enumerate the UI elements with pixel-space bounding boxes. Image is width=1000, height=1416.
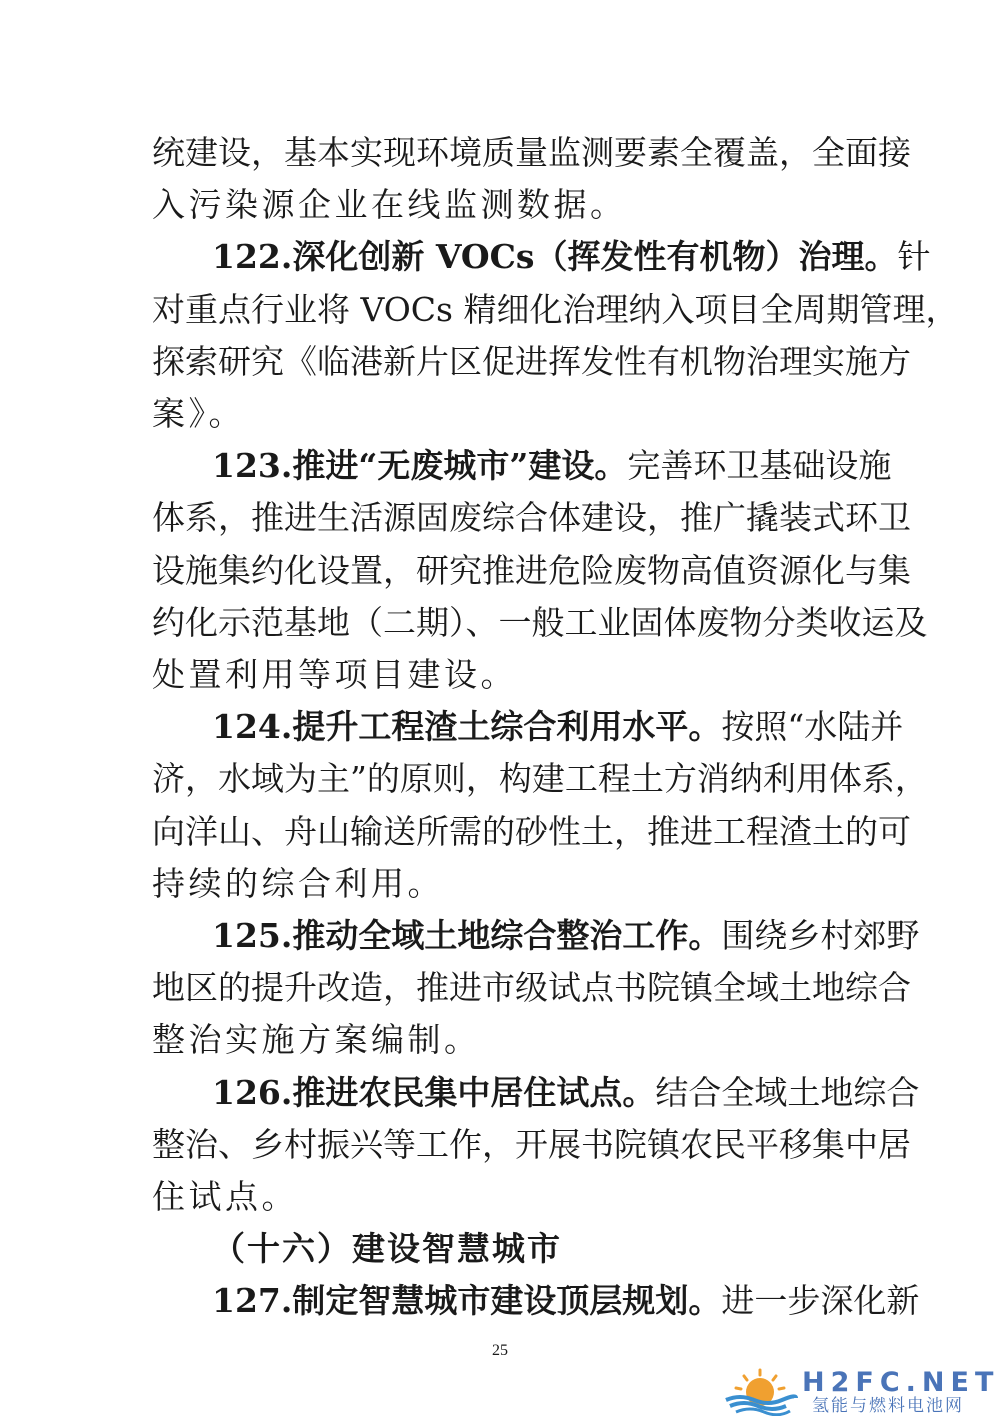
watermark-logo xyxy=(720,1368,1000,1414)
line-text: 向洋山、舟山输送所需的砂性土，推进工程渣土的可 xyxy=(152,812,911,851)
line-text: 住试点。 xyxy=(152,1177,298,1216)
line-text: 围绕乡村郊野 xyxy=(721,916,920,955)
line-text: 针 xyxy=(897,237,931,276)
item-title: 127.制定智慧城市建设顶层规划。 xyxy=(212,1281,722,1320)
text-line xyxy=(152,596,928,650)
item-title: 122.深化创新 VOCs（挥发性有机物）治理。 xyxy=(212,237,898,276)
line-text: 结合全域土地综合 xyxy=(655,1073,920,1112)
line-text: 体系，推进生活源固废综合体建设，推广撬装式环卫 xyxy=(152,498,911,537)
item-first-line xyxy=(212,1274,920,1328)
text-line xyxy=(152,752,928,806)
text-line xyxy=(152,283,959,337)
item-first-line xyxy=(212,230,931,284)
line-text: 统建设，基本实现环境质量监测要素全覆盖，全面接 xyxy=(152,133,911,172)
line-text: 完善环卫基础设施 xyxy=(627,446,892,485)
item-first-line xyxy=(212,1066,920,1120)
text-line xyxy=(152,1013,852,1067)
item-title: 125.推动全域土地综合整治工作。 xyxy=(212,916,722,955)
text-line xyxy=(152,544,911,598)
page-number: 25 xyxy=(492,1342,508,1359)
item-title: 126.推进农民集中居住试点。 xyxy=(212,1073,656,1112)
text-line xyxy=(152,805,911,859)
logo-sun-wave-icon xyxy=(720,1368,800,1414)
item-first-line xyxy=(212,909,920,963)
line-text: 按照“水陆并 xyxy=(721,707,904,746)
text-line xyxy=(152,1170,852,1224)
text-line xyxy=(152,387,852,441)
line-text: 持续的综合利用。 xyxy=(152,864,444,903)
logo-brand: H2FC.NET xyxy=(802,1367,1000,1398)
text-line xyxy=(152,857,852,911)
text-line xyxy=(152,1118,911,1172)
line-text: 处置利用等项目建设。 xyxy=(152,655,517,694)
section-heading: （十六）建设智慧城市 xyxy=(212,1229,562,1268)
item-title: 124.提升工程渣土综合利用水平。 xyxy=(212,707,722,746)
line-text: 济，水域为主”的原则，构建工程土方消纳利用体系， xyxy=(152,759,928,798)
line-text: 设施集约化设置，研究推进危险废物高值资源化与集 xyxy=(152,551,911,590)
line-text: 对重点行业将 VOCs 精细化治理纳入项目全周期管理， xyxy=(152,290,959,329)
item-first-line xyxy=(212,439,892,493)
line-text: 入污染源企业在线监测数据。 xyxy=(152,185,627,224)
item-title: 123.推进“无废城市”建设。 xyxy=(212,446,628,485)
text-line xyxy=(152,126,911,180)
line-text: 地区的提升改造，推进市级试点书院镇全域土地综合 xyxy=(152,968,911,1007)
line-text: 整治、乡村振兴等工作，开展书院镇农民平移集中居 xyxy=(152,1125,911,1164)
text-line xyxy=(152,335,911,389)
text-line xyxy=(152,961,911,1015)
line-text: 探索研究《临港新片区促进挥发性有机物治理实施方 xyxy=(152,342,911,381)
text-line xyxy=(152,648,852,702)
item-first-line xyxy=(212,700,904,754)
line-text: 案》。 xyxy=(152,394,245,433)
line-text: 约化示范基地（二期）、一般工业固体废物分类收运及 xyxy=(152,603,928,642)
logo-subtitle: 氢能与燃料电池网 xyxy=(812,1396,964,1416)
line-text: 进一步深化新 xyxy=(721,1281,920,1320)
text-line xyxy=(152,178,852,232)
line-text: 整治实施方案编制。 xyxy=(152,1020,481,1059)
text-line xyxy=(152,491,911,545)
